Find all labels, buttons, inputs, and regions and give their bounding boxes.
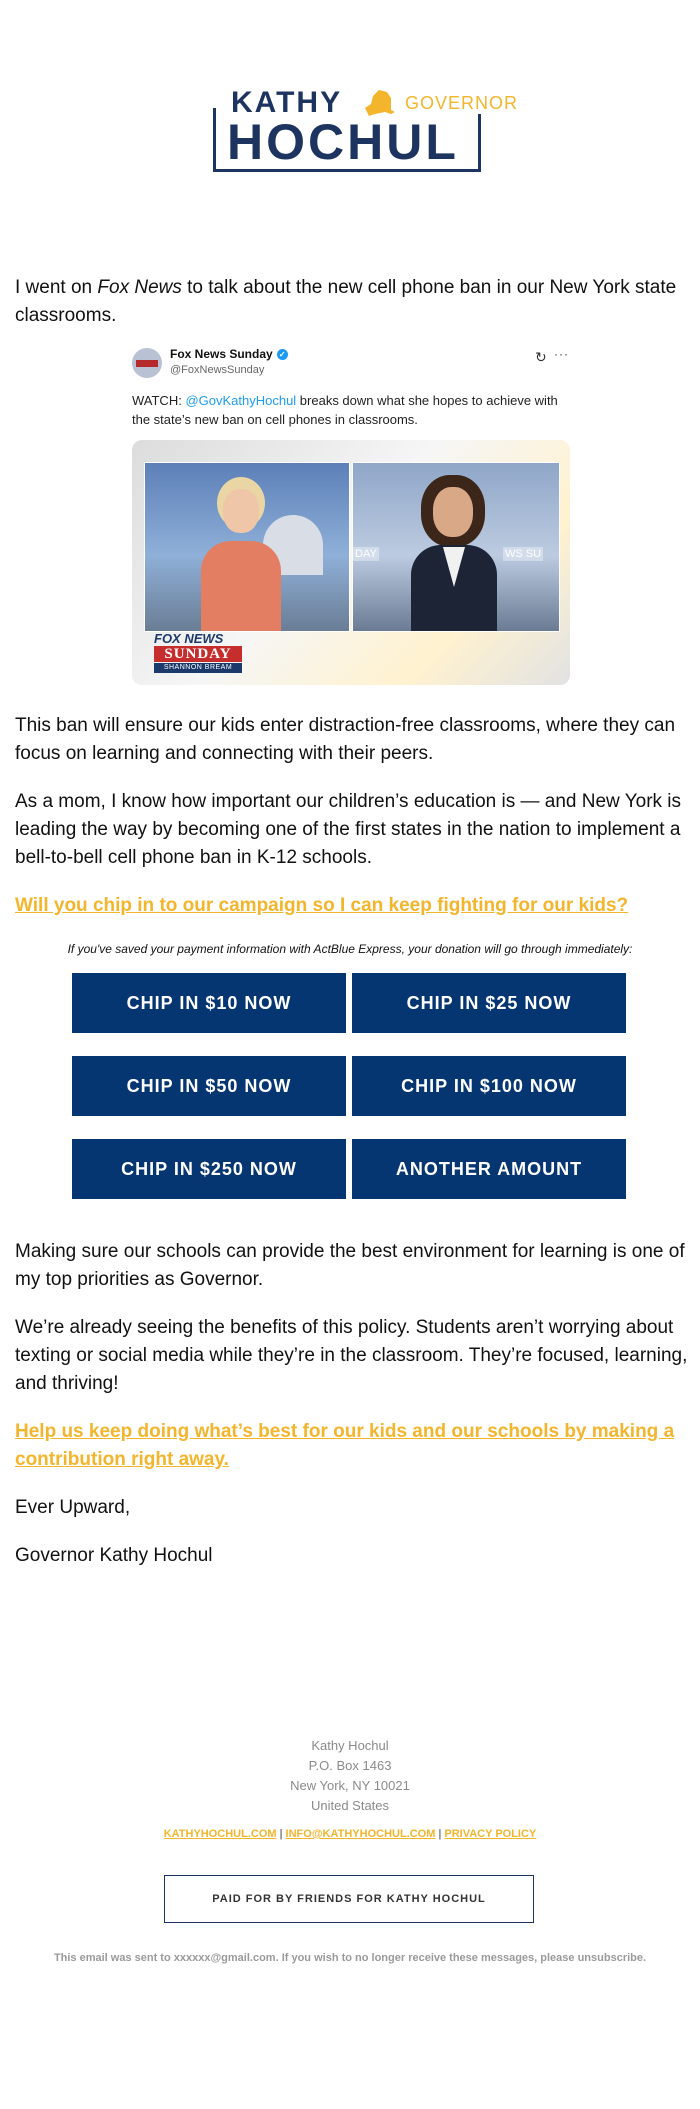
body-paragraph-3: Making sure our schools can provide the best environment for learning is one of my top priorities as Governor. — [15, 1241, 685, 1290]
address-line: P.O. Box 1463 — [308, 1758, 392, 1773]
website-link[interactable]: KATHYHOCHUL.COM — [163, 1828, 277, 1840]
kathy-hochul-logo — [213, 86, 519, 174]
intro-fox-news: Fox News — [97, 277, 182, 298]
donate-link-1[interactable]: Will you chip in to our campaign so I can keep fighting for our kids? — [15, 895, 629, 916]
link-separator: | — [438, 1828, 442, 1840]
intro-text-end: to talk about the new cell phone ban in our New York state classrooms. — [15, 277, 677, 326]
chip-in-250-button[interactable]: CHIP IN $250 NOW — [72, 1139, 346, 1199]
logo-title: GOVERNOR — [405, 93, 519, 113]
sign-off: Ever Upward, — [15, 1497, 131, 1518]
privacy-policy-link[interactable]: PRIVACY POLICY — [444, 1828, 537, 1840]
chip-in-10-button[interactable]: CHIP IN $10 NOW — [72, 973, 346, 1033]
tweet-handle: @FoxNewsSunday — [170, 364, 265, 376]
tweet-avatar — [132, 348, 162, 378]
donate-link-2[interactable]: Help us keep doing what’s best for our kids and our schools by making a contribution right away. — [15, 1421, 675, 1470]
tweet-text — [132, 391, 562, 429]
footer-links — [0, 1828, 700, 1840]
logo-first-name: KATHY — [227, 86, 346, 120]
body-paragraph-2: As a mom, I know how important our children’s education is — and New York is leading the way by becoming one of the first states in the nation to implement a bell-to-bell cell phone ban in K-12 schools. — [15, 791, 682, 868]
signature: Governor Kathy Hochul — [15, 1545, 213, 1566]
body-paragraph-4: We’re already seeing the benefits of this policy. Students aren’t worrying about texting or social media while they’re in the classroom. They’re focused, learning, and thriving! — [15, 1317, 688, 1394]
background-text-left: DAY — [355, 548, 377, 560]
more-options-icon[interactable]: ··· — [554, 347, 569, 361]
intro-paragraph — [15, 274, 690, 330]
fox-news-sunday-logo — [154, 632, 242, 674]
embedded-tweet[interactable] — [132, 345, 572, 685]
chip-in-50-button[interactable]: CHIP IN $50 NOW — [72, 1056, 346, 1116]
link-separator: | — [279, 1828, 283, 1840]
tweet-mention[interactable]: @GovKathyHochul — [185, 393, 297, 408]
intro-text-start: I went on — [15, 277, 98, 298]
host-name-label: SHANNON BREAM — [154, 663, 242, 673]
paid-for-by-disclaimer: PAID FOR BY FRIENDS FOR KATHY HOCHUL — [164, 1875, 534, 1923]
video-panel-host — [144, 462, 350, 632]
logo-last-name: HOCHUL — [227, 114, 459, 170]
address-line: United States — [310, 1798, 390, 1813]
video-panel-guest — [352, 462, 560, 632]
address-line: Kathy Hochul — [311, 1738, 389, 1753]
body-paragraph-1: This ban will ensure our kids enter distraction-free classrooms, where they can focus on learning and connecting with their peers. — [15, 715, 676, 764]
fox-news-label: FOX NEWS — [154, 631, 224, 646]
email-link[interactable]: INFO@KATHYHOCHUL.COM — [285, 1828, 436, 1840]
host-figure — [205, 477, 277, 631]
another-amount-button[interactable]: ANOTHER AMOUNT — [352, 1139, 626, 1199]
footer-address — [0, 1736, 700, 1816]
tweet-text-prefix: WATCH: — [132, 393, 186, 408]
unsubscribe-notice[interactable]: This email was sent to xxxxxx@gmail.com. If you wish to no longer receive these messages, please unsubscribe. — [53, 1952, 647, 1964]
verified-badge-icon: ✓ — [277, 349, 288, 360]
chip-in-100-button[interactable]: CHIP IN $100 NOW — [352, 1056, 626, 1116]
guest-figure — [411, 475, 497, 631]
address-line: New York, NY 10021 — [290, 1778, 410, 1793]
sunday-label: SUNDAY — [154, 646, 242, 662]
refresh-icon[interactable]: ↻ — [535, 349, 547, 365]
chip-in-25-button[interactable]: CHIP IN $25 NOW — [352, 973, 626, 1033]
background-text-right: WS SU — [505, 548, 542, 560]
tweet-account-name: Fox News Sunday ✓ — [170, 347, 288, 361]
tweet-video-thumbnail[interactable] — [132, 440, 570, 685]
actblue-note: If you've saved your payment information with ActBlue Express, your donation will go through immediately: — [67, 942, 633, 956]
tweet-text-suffix: breaks down what she hopes to achieve with the state’s new ban on cell phones in classrooms. — [132, 393, 558, 427]
